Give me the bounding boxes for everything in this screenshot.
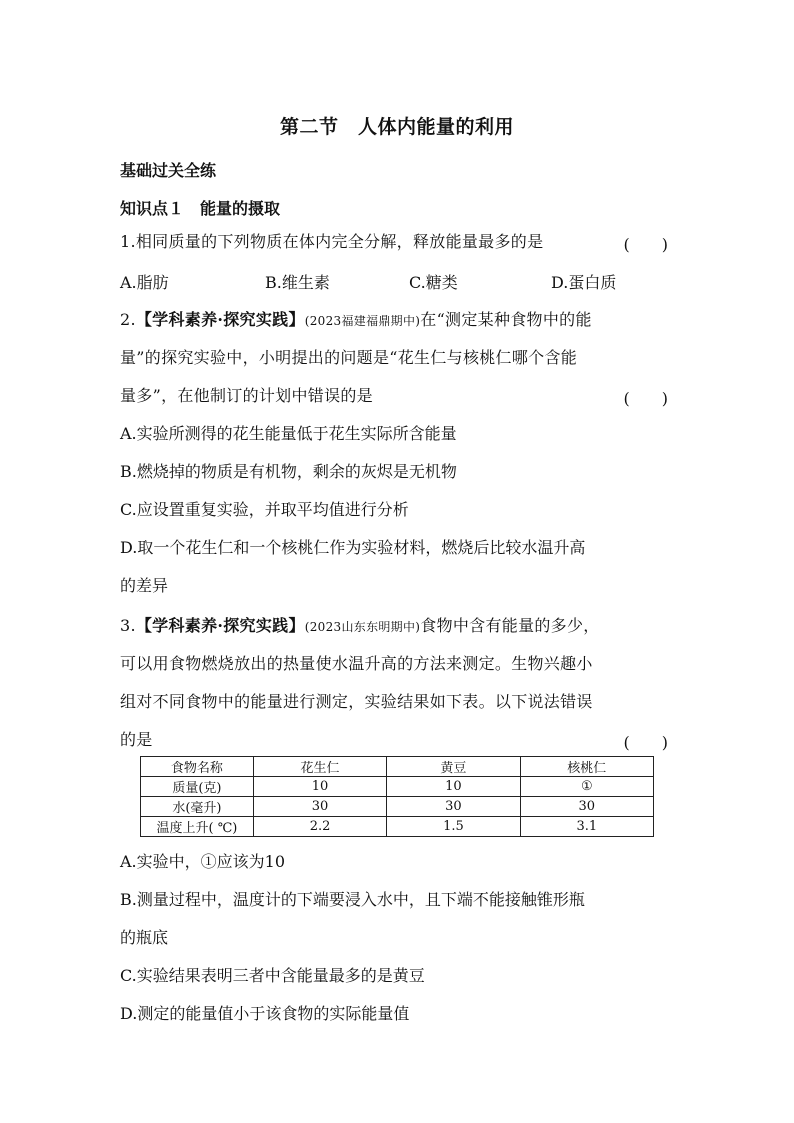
table-cell: 质量(克) xyxy=(141,777,254,797)
knowledge-point-heading: 知识点１ 能量的摄取 xyxy=(120,199,281,218)
q2-option-d-continued: 的差异 xyxy=(120,576,169,595)
table-row xyxy=(141,797,654,817)
q3-line-3: 组对不同食物中的能量进行测定，实验结果如下表。以下说法错误 xyxy=(120,692,593,711)
q1-answer-paren: ( ) xyxy=(623,235,668,254)
table-header-cell: 黄豆 xyxy=(387,757,520,777)
q2-line-1-text: 在“测定某种食物中的能 xyxy=(420,310,592,329)
q2-number: 2. xyxy=(120,310,136,329)
table-cell: 30 xyxy=(387,797,520,817)
q2-answer-paren: ( ) xyxy=(623,389,668,408)
section-heading: 基础过关全练 xyxy=(120,161,217,180)
q1-option-b: B.维生素 xyxy=(265,273,330,292)
table-row xyxy=(141,817,654,837)
table-cell: 3.1 xyxy=(520,817,653,837)
q3-answer-paren: ( ) xyxy=(623,733,668,752)
page-title: 第二节 人体内能量的利用 xyxy=(279,116,514,138)
experiment-data-table xyxy=(140,756,654,837)
table-cell: 30 xyxy=(520,797,653,817)
q3-option-c: C.实验结果表明三者中含能量最多的是黄豆 xyxy=(120,966,425,985)
q1-option-c: C.糖类 xyxy=(409,273,458,292)
q2-option-b: B.燃烧掉的物质是有机物，剩余的灰烬是无机物 xyxy=(120,462,457,481)
q3-line-2: 可以用食物燃烧放出的热量使水温升高的方法来测定。生物兴趣小 xyxy=(120,654,593,673)
table-cell: 10 xyxy=(387,777,520,797)
q3-option-b: B.测量过程中，温度计的下端要浸入水中，且下端不能接触锥形瓶 xyxy=(120,890,585,909)
table-header-cell: 核桃仁 xyxy=(520,757,653,777)
table-header-cell: 花生仁 xyxy=(253,757,386,777)
table-header-row xyxy=(141,757,654,777)
q1-option-d: D.蛋白质 xyxy=(551,273,617,292)
table-row xyxy=(141,777,654,797)
q3-option-d: D.测定的能量值小于该食物的实际能量值 xyxy=(120,1004,410,1023)
table-header-cell: 食物名称 xyxy=(141,757,254,777)
table-cell: 温度上升( ℃) xyxy=(141,817,254,837)
table-cell: 水(毫升) xyxy=(141,797,254,817)
q3-line-1 xyxy=(120,616,600,637)
q3-line-4: 的是 xyxy=(120,730,153,749)
q1-stem: 1.相同质量的下列物质在体内完全分解，释放能量最多的是 xyxy=(120,232,544,251)
q1-option-a: A.脂肪 xyxy=(120,273,169,292)
q2-option-c: C.应设置重复实验，并取平均值进行分析 xyxy=(120,500,409,519)
q3-tag: 【学科素养·探究实践】 xyxy=(135,616,305,635)
table-cell: 10 xyxy=(253,777,386,797)
q2-tag: 【学科素养·探究实践】 xyxy=(135,310,305,329)
table-cell: ① xyxy=(520,777,653,797)
q2-line-3: 量多”，在他制订的计划中错误的是 xyxy=(120,386,373,405)
q2-option-d: D.取一个花生仁和一个核桃仁作为实验材料，燃烧后比较水温升高 xyxy=(120,538,586,557)
q2-line-1 xyxy=(120,310,592,331)
q2-line-2: 量”的探究实验中，小明提出的问题是“花生仁与核桃仁哪个含能 xyxy=(120,348,578,367)
q2-option-a: A.实验所测得的花生能量低于花生实际所含能量 xyxy=(120,424,457,443)
table-cell: 1.5 xyxy=(387,817,520,837)
q3-option-a: A.实验中，①应该为10 xyxy=(120,852,286,871)
table-cell: 30 xyxy=(253,797,386,817)
q3-number: 3. xyxy=(120,616,136,635)
table-cell: 2.2 xyxy=(253,817,386,837)
q3-line-1-text: 食物中含有能量的多少， xyxy=(420,616,600,635)
q2-source: (2023福建福鼎期中) xyxy=(304,314,421,328)
q3-source: (2023山东东明期中) xyxy=(304,620,421,634)
q3-option-b-continued: 的瓶底 xyxy=(120,928,169,947)
